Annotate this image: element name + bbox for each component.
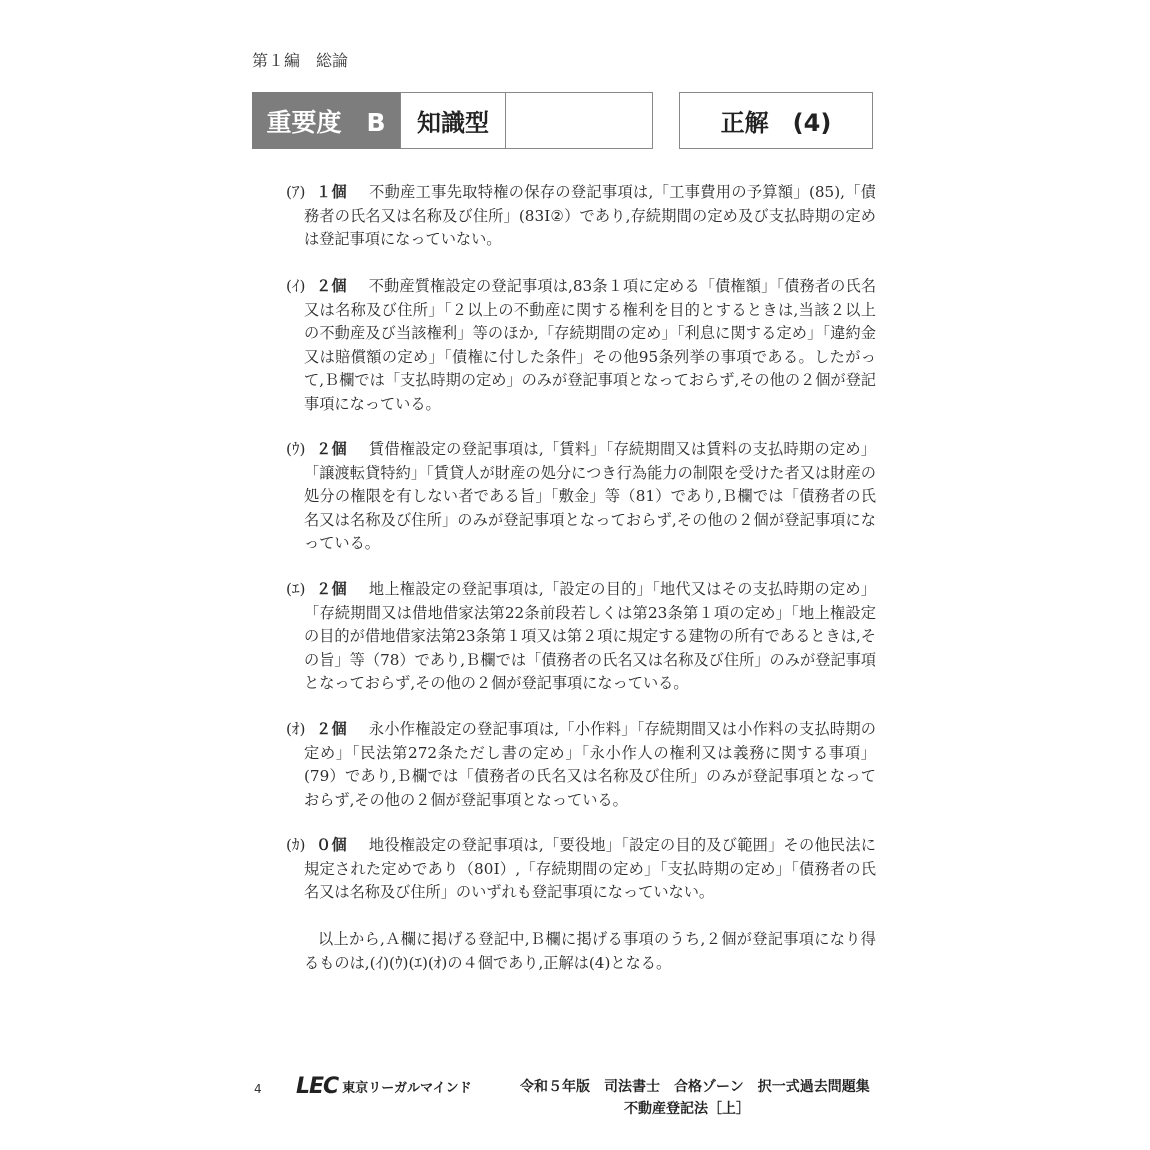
explanation-item [286,718,876,812]
section-header: 第１編 総論 [252,51,349,70]
question-type-badge: 知識型 [400,92,506,149]
item-text: 不動産質権設定の登記事項は,83条１項に定める「債権額」「債務者の氏名又は名称及び住所」「２以上の不動産に関する権利を目的とするときは,当該２以上の不動産及び当該権利」等のほか,「存続期間の定め」「利息に関する定め」「違約金又は賠償額の定め」「債権に付した条件」その他95条列挙の事項である。したがって,Ｂ欄では「支払時期の定め」のみが登記事項となっておらず,その他の２個が登記事項になっている。 [304,277,877,413]
item-text: 賃借権設定の登記事項は,「賃料」「存続期間又は賃料の支払時期の定め」「譲渡転貸特約」「賃貸人が財産の処分につき行為能力の制限を受けた者又は財産の処分の権限を有しない者である旨」「敷金」等（81）であり,Ｂ欄では「債務者の氏名又は名称及び住所」のみが登記事項となっておらず,その他の２個が登記事項になっている。 [304,440,876,552]
importance-badge: 重要度 B [252,92,400,149]
item-count: ０個 [316,836,347,854]
logo-text: 東京リーガルマインド [342,1080,472,1096]
answer-badge: 正解 (4) [679,92,873,149]
publisher-logo [296,1073,472,1099]
conclusion-text: 以上から,Ａ欄に掲げる登記中,Ｂ欄に掲げる事項のうち,２個が登記事項になり得るものは,(ｲ)(ｳ)(ｴ)(ｵ)の４個であり,正解は(4)となる。 [304,930,876,972]
item-text: 永小作権設定の登記事項は,「小作料」「存続期間又は小作料の支払時期の定め」「民法第272条ただし書の定め」「永小作人の権利又は義務に関する事項」(79）であり,Ｂ欄では「債務者の氏名又は名称及び住所」のみが登記事項となっておらず,その他の２個が登記事項となっている。 [304,720,876,809]
item-marker: (ｶ) [286,836,306,854]
item-marker: (ｱ) [286,183,306,201]
logo-mark: LEC [296,1073,339,1099]
item-marker: (ｵ) [286,720,306,738]
item-text: 不動産工事先取特権の保存の登記事項は,「工事費用の予算額」(85),「債務者の氏名又は名称及び住所」(83Ⅰ②）であり,存続期間の定め及び支払時期の定めは登記事項になっていない。 [304,183,876,248]
explanation-item [286,834,876,905]
item-count: ２個 [316,440,347,458]
book-subtitle: 不動産登記法［上］ [624,1101,750,1117]
item-count: １個 [316,183,348,201]
item-count: ２個 [316,277,347,295]
item-text: 地上権設定の登記事項は,「設定の目的」「地代又はその支払時期の定め」「存続期間又は借地借家法第22条前段若しくは第23条第１項の定め」「地上権設定の目的が借地借家法第23条第１項又は第２項に規定する建物の所有であるときは,その旨」等（78）であり,Ｂ欄では「債務者の氏名又は名称及び住所」のみが登記事項となっておらず,その他の２個が登記事項になっている。 [304,580,876,692]
item-marker: (ｲ) [286,277,306,295]
blank-cell [505,92,653,149]
explanation-item [286,275,876,416]
explanation-item [286,181,876,252]
item-count: ２個 [316,720,347,738]
explanation-item [286,438,876,556]
item-marker: (ｳ) [286,440,306,458]
item-marker: (ｴ) [286,580,306,598]
item-text: 地役権設定の登記事項は,「要役地」「設定の目的及び範囲」その他民法に規定された定めであり（80Ⅰ）,「存続期間の定め」「支払時期の定め」「債務者の氏名又は名称及び住所」のいずれも登記事項になっていない。 [304,836,876,901]
explanation-item [286,578,876,696]
page-number: 4 [254,1082,262,1096]
book-title: 令和５年版 司法書士 合格ゾーン 択一式過去問題集 [520,1079,870,1095]
item-count: ２個 [316,580,347,598]
